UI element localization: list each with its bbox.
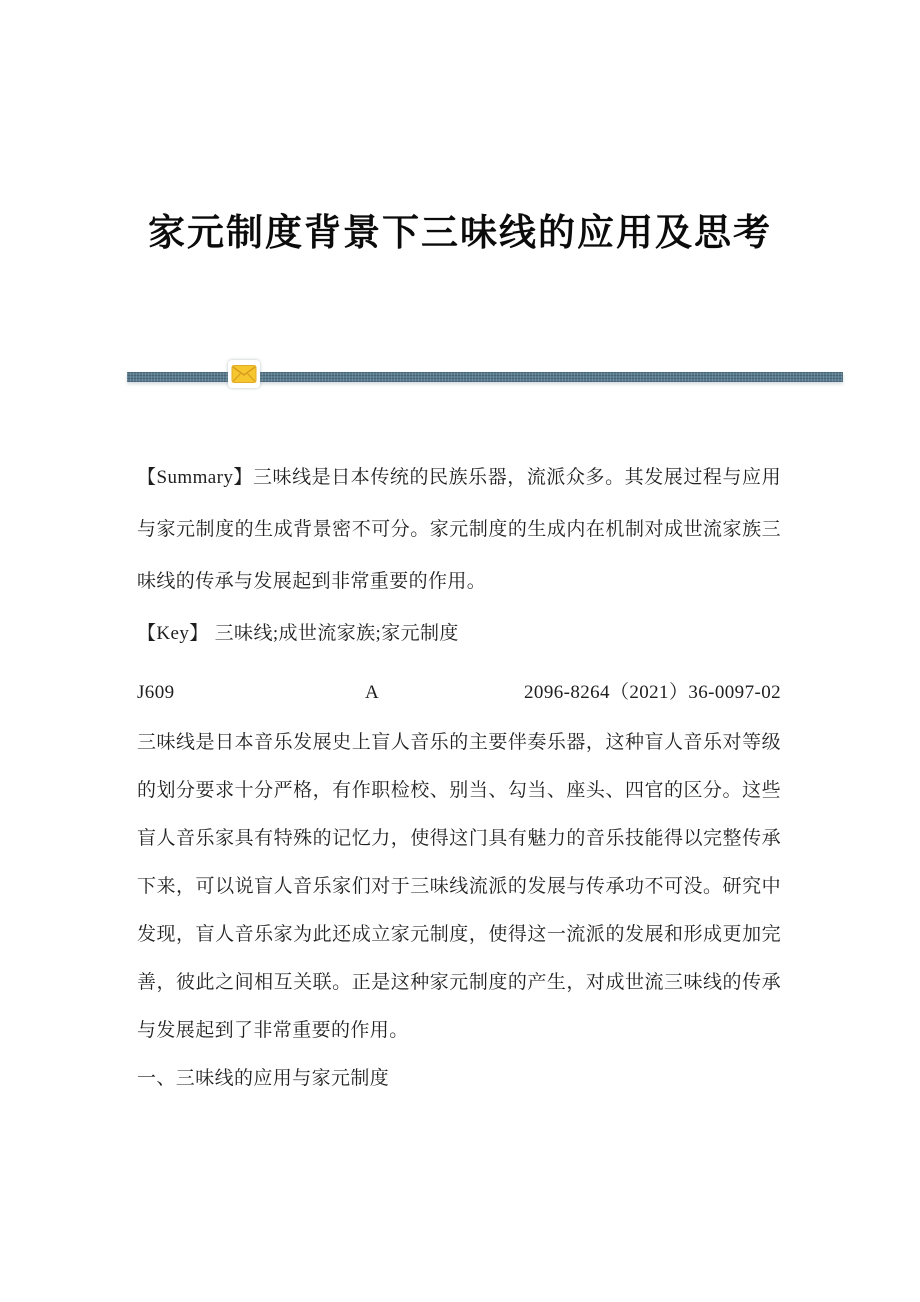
article-id: 2096-8264（2021）36-0097-02 — [524, 682, 781, 703]
keywords-text: 三味线;成世流家族;家元制度 — [214, 623, 459, 644]
body-paragraph: 三味线是日本音乐发展史上盲人音乐的主要伴奏乐器，这种盲人音乐对等级的划分要求十分严格，有作职检校、别当、勾当、座头、四官的区分。这些盲人音乐家具有特殊的记忆力，使得这门具有魅力的音乐技能得以完整传承下来，可以说盲人音乐家们对于三味线流派的发展与传承功不可没。研究中发现，盲人音乐家为此还成立家元制度，使得这一流派的发展和形成更加完善，彼此之间相互关联。正是这种家元制度的产生，对成世流三味线的传承与发展起到了非常重要的作用。 — [137, 732, 781, 1041]
document-code: A — [365, 682, 380, 703]
article-meta-line — [137, 667, 781, 719]
keywords-label: 【Key】 — [137, 623, 209, 644]
page-title: 家元制度背景下三味线的应用及思考 — [148, 213, 772, 254]
clc-number: J609 — [137, 682, 175, 703]
section-heading: 一、三味线的应用与家元制度 — [137, 1068, 390, 1089]
envelope-icon — [228, 360, 260, 388]
abstract-text: 三味线是日本传统的民族乐器，流派众多。其发展过程与应用与家元制度的生成背景密不可分。家元制度的生成内在机制对成世流家族三味线的传承与发展起到非常重要的作用。 — [137, 467, 781, 592]
abstract-label: 【Summary】 — [137, 467, 253, 488]
abstract-paragraph — [137, 452, 781, 608]
keywords-paragraph — [137, 608, 781, 660]
article-body — [137, 452, 781, 1103]
